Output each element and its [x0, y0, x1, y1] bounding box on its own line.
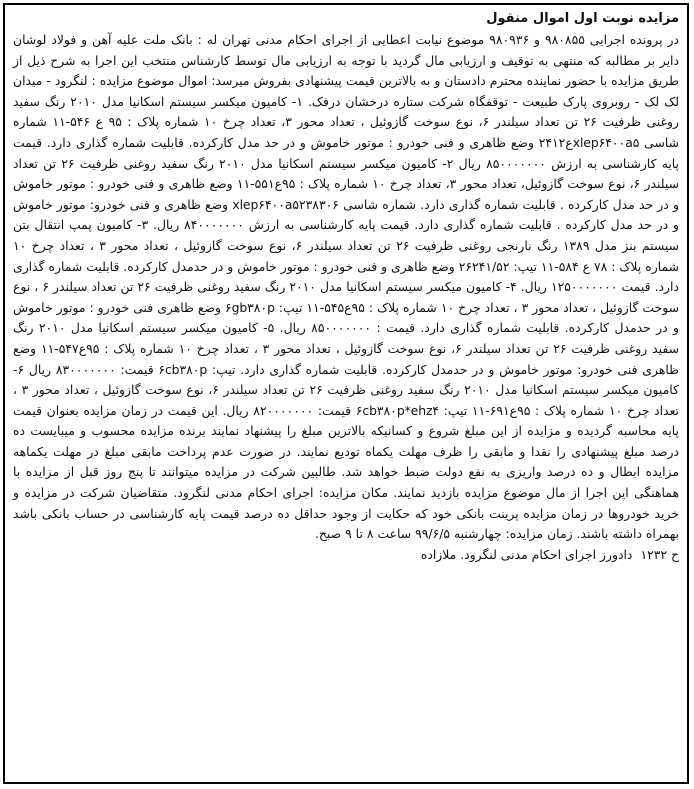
- auction-notice: [3, 3, 689, 784]
- notice-footer: [13, 545, 679, 566]
- notice-title: مزایده نوبت اول اموال منقول: [486, 11, 679, 26]
- notice-body: در پرونده اجرایی ۹۸۰۸۵۵ و ۹۸۰۹۳۶ موضوع نیابت اعطایی از اجرای احکام مدنی تهران له : بانک ملت علیه آهن و فولاد لوشان دایر بر مطالبه که منتهی به توقیف و ارزیابی مال گردید با توجه به ارزیابی مال توسط کارشناس منتخب این اجرا به شرح ذیل از طریق مزایده با حضور نماینده محترم دادستان و به بالاترین قیمت پیشنهادی بفروش میرسد: اموال موضوع مزایده : لنگرود - میدان لک لک - روبروی پارک طبیعت - توقفگاه شرکت ستاره درخشان درفک. ۱- کامیون میکسر سیستم اسکانیا مدل ۲۰۱۰ رنگ سفید روغنی ظرفیت ۲۶ تن تعداد سیلندر ۶، نوع سوخت گازوئیل ، تعداد محور ۳، تعداد چرخ ۱۰ شماره پلاک : ۹۵ ع ۵۴۶-۱۱ شماره شاسی xlep۶۴۰۰a۵ع۲۴۱۲ وضع ظاهری و فنی خودرو : موتور خاموش و در حد مدل کارکرده. قابلیت شماره گذاری دارد. قیمت پایه کارشناسی به ارزش ۸۵۰۰۰۰۰۰۰ ریال ۲- کامیون میکسر سیستم اسکانیا مدل ۲۰۱۰ رنگ سفید روغنی ظرفیت ۲۶ تن تعداد سیلندر ۶، نوع سوخت گازوئیل، تعداد محور ۳، تعداد چرخ ۱۰ شماره پلاک : ۹۵ع۵۵۱-۱۱ وضع ظاهری و فنی خودرو : موتور خاموش و در حد مدل کارکرده . قابلیت شماره گذاری دارد. شماره شاسی xlep۶۴۰۰a۵۲۳۸۳۰۶ وضع ظاهری و فنی خودرو: موتور خاموش و در حد مدل کارکرده . قابلیت شماره گذاری دارد. قیمت پایه کارشناسی به ارزش ۸۴۰۰۰۰۰۰۰ ریال. ۳- کامیون پمپ انتقال بتن سیستم بنز مدل ۱۳۸۹ رنگ نارنجی روغنی ظرفیت ۲۶ تن تعداد سیلندر ۶، نوع سوخت گازوئیل ، تعداد محور ۳ ، تعداد چرخ ۱۰ شماره پلاک : ۷۸ ع ۵۸۴-۱۱ تیپ: ۲۶۲۴۱/۵۲ وضع ظاهری و فنی خودرو : موتور خاموش و در حدمدل کارکرده. قابلیت شماره گذاری دارد. قیمت ۱۲۵۰۰۰۰۰۰۰ ریال. ۴- کامیون میکسر سیستم اسکانیا مدل ۲۰۱۰ رنگ سفید روغنی ظرفیت ۲۶ تن تعداد سیلندر ۶ ، نوع سوخت گازوئیل ، تعداد محور ۳ ، تعداد چرخ ۱۰ شماره پلاک : ۹۵ع۵۴۵-۱۱ تیپ: ۶gb۳۸۰p وضع ظاهری فنی خودرو : موتور خاموش و در حدمدل کارکرده. قابلیت شماره گذاری دارد. قیمت : ۸۵۰۰۰۰۰۰۰ ریال. ۵- کامیون میکسر سیستم اسکانیا مدل ۲۰۱۰ رنگ سفید روغنی ظرفیت ۲۶ تن تعداد سیلندر ۶، نوع سوخت گازوئیل ، تعداد محور ۳ ، تعداد چرخ ۱۰ شماره پلاک : ۹۵ع۵۴۷-۱۱ وضع ظاهری فنی خودرو: موتور خاموش و در حدمدل کارکرده. قابلیت شماره گذاری دارد. تیپ: ۶cb۳۸۰p قیمت: ۸۳۰۰۰۰۰۰۰ ریال ۶- کامیون میکسر سیستم اسکانیا مدل ۲۰۱۰ رنگ سفید روغنی ظرفیت ۲۶ تن تعداد سیلندر ۶، نوع سوخت گازوئیل ، تعداد محور ۳ ، تعداد چرخ ۱۰ شماره پلاک : ۹۵ع۶۹۱-۱۱ تیپ: ۶cb۳۸۰p*ehz۴ قیمت: ۸۲۰۰۰۰۰۰۰ ریال. این قیمت در زمان مزایده بعنوان قیمت پایه محاسبه گردیده و مزایده از این مبلغ شروع و کسانیکه بالاترین مبلغ را پیشنهاد نمایند برنده مزایده محسوب و میبایست ده درصد مبلغ پیشنهادی را نقدا و مابقی را ظرف مهلت یکماه تودیع نمایند. در صورت عدم پرداخت مابقی مبلغ در مهلت یکماهه مزایده ابطال و ده درصد واریزی به نفع دولت ضبط خواهد شد. طالبین شرکت در مزایده میتوانند تا پنج روز قبل از مزایده با هماهنگی این اجرا از مال موضوع مزایده بازدید نمایند. مکان مزایده: اجرای احکام مدنی لنگرود. متقاضیان شرکت در مزایده و خرید خودروها در زمان مزایده پرینت بانکی خود که حکایت از وجود حداقل ده درصد قیمت پایه کارشناسی در حساب بانکی باشد بهمراه داشته باشند. زمان مزایده: چهارشنبه ۹۹/۶/۵ ساعت ۸ تا ۹ صبح.: [13, 32, 680, 542]
- notice-code: ح ۱۲۳۲: [640, 546, 679, 562]
- notice-signature: دادورز اجرای احکام مدنی لنگرود. ملازاده: [420, 546, 633, 562]
